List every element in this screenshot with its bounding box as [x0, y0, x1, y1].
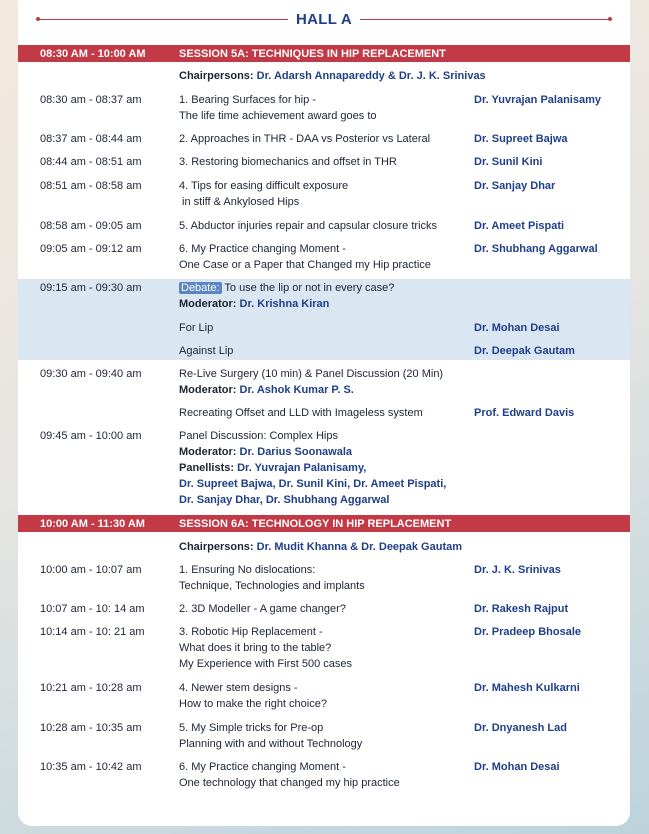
talk-time: 08:37 am - 08:44 am — [40, 133, 142, 145]
talk-title: One Case or a Paper that Changed my Hip practice — [179, 259, 431, 271]
debate-for-label: For Lip — [179, 322, 214, 334]
relive-title: Re-Live Surgery (10 min) & Panel Discussion (20 Min) — [179, 368, 444, 380]
panellists: Dr. Sanjay Dhar, Dr. Shubhang Aggarwal — [179, 494, 390, 506]
schedule-card — [18, 0, 630, 826]
panellists: Dr. Supreet Bajwa, Dr. Sunil Kini, Dr. Ameet Pispati, — [179, 478, 447, 490]
moderator-label: Moderator: — [179, 298, 237, 310]
debate-tag: Debate: — [181, 282, 220, 294]
relive-sub-speaker: Prof. Edward Davis — [474, 407, 575, 419]
relive-sub-topic: Recreating Offset and LLD with Imageless system — [179, 407, 423, 419]
talk-title: What does it bring to the table? — [179, 642, 332, 654]
talk-speaker: Dr. Yuvrajan Palanisamy — [474, 94, 601, 106]
talk-title: in stiff & Ankylosed Hips — [179, 196, 300, 208]
talk-time: 09:05 am - 09:12 am — [40, 243, 142, 255]
session-time: 08:30 AM - 10:00 AM — [40, 47, 146, 60]
moderator: Dr. Ashok Kumar P. S. — [239, 384, 354, 396]
talk-title: How to make the right choice? — [179, 698, 327, 710]
relive-time: 09:30 am - 09:40 am — [40, 368, 142, 380]
debate-time: 09:15 am - 09:30 am — [40, 282, 142, 294]
talk-title: 3. Robotic Hip Replacement - — [179, 626, 323, 638]
moderator-label: Moderator: — [179, 384, 237, 396]
talk-title: 5. Abductor injuries repair and capsular closure tricks — [179, 220, 438, 232]
talk-title: My Experience with First 500 cases — [179, 658, 353, 670]
talk-speaker: Dr. Mohan Desai — [474, 761, 560, 773]
talk-speaker: Dr. Dnyanesh Lad — [474, 722, 567, 734]
hall-divider-right — [360, 19, 612, 20]
debate-against-speaker: Dr. Deepak Gautam — [474, 345, 575, 357]
talk-time: 10:21 am - 10:28 am — [40, 682, 142, 694]
talk-speaker: Dr. J. K. Srinivas — [474, 564, 561, 576]
talk-speaker: Dr. Pradeep Bhosale — [474, 626, 581, 638]
debate-for-speaker: Dr. Mohan Desai — [474, 322, 560, 334]
talk-speaker: Dr. Sunil Kini — [474, 156, 543, 168]
talk-title: 6. My Practice changing Moment - — [179, 761, 346, 773]
talk-title: 3. Restoring biomechanics and offset in THR — [179, 156, 397, 168]
talk-title: 2. 3D Modeller - A game changer? — [179, 603, 346, 615]
talk-title: The life time achievement award goes to — [179, 110, 377, 122]
talk-time: 08:30 am - 08:37 am — [40, 94, 142, 106]
talk-title: 1. Ensuring No dislocations: — [179, 564, 316, 576]
talk-time: 08:44 am - 08:51 am — [40, 156, 142, 168]
talk-time: 08:58 am - 09:05 am — [40, 220, 142, 232]
talk-title: Planning with and without Technology — [179, 738, 363, 750]
talk-time: 10:35 am - 10:42 am — [40, 761, 142, 773]
talk-speaker: Dr. Supreet Bajwa — [474, 133, 568, 145]
panellists-label: Panellists: — [179, 462, 235, 474]
panel-title: Panel Discussion: Complex Hips — [179, 430, 338, 442]
session-6a-bar — [18, 515, 630, 532]
talk-speaker: Dr. Sanjay Dhar — [474, 180, 556, 192]
talk-time: 10:07 am - 10: 14 am — [40, 603, 145, 615]
session-title: SESSION 5A: TECHNIQUES IN HIP REPLACEMENT — [179, 47, 446, 60]
session-5a-bar — [18, 45, 630, 62]
talk-title: 4. Tips for easing difficult exposure — [179, 180, 349, 192]
session-time: 10:00 AM - 11:30 AM — [40, 517, 145, 530]
talk-time: 10:14 am - 10: 21 am — [40, 626, 145, 638]
talk-speaker: Dr. Mahesh Kulkarni — [474, 682, 580, 694]
talk-title: Technique, Technologies and implants — [179, 580, 365, 592]
panel-time: 09:45 am - 10:00 am — [40, 430, 142, 442]
hall-divider-left — [36, 19, 288, 20]
talk-title: 4. Newer stem designs - — [179, 682, 298, 694]
talk-title: 5. My Simple tricks for Pre-op — [179, 722, 324, 734]
talk-time: 10:00 am - 10:07 am — [40, 564, 142, 576]
talk-speaker: Dr. Ameet Pispati — [474, 220, 565, 232]
session-title: SESSION 6A: TECHNOLOGY IN HIP REPLACEMENT — [179, 517, 452, 530]
talk-title: 6. My Practice changing Moment - — [179, 243, 346, 255]
moderator-label: Moderator: — [179, 446, 237, 458]
moderator: Dr. Darius Soonawala — [239, 446, 352, 458]
talk-time: 10:28 am - 10:35 am — [40, 722, 142, 734]
talk-speaker: Dr. Shubhang Aggarwal — [474, 243, 598, 255]
debate-against-label: Against Lip — [179, 345, 234, 357]
moderator: Dr. Krishna Kiran — [239, 298, 330, 310]
talk-time: 08:51 am - 08:58 am — [40, 180, 142, 192]
hall-header — [18, 8, 630, 30]
hall-title: HALL A — [296, 10, 352, 28]
debate-question: To use the lip or not in every case? — [221, 282, 395, 294]
panellists: Dr. Yuvrajan Palanisamy, — [237, 462, 367, 474]
talk-speaker: Dr. Rakesh Rajput — [474, 603, 569, 615]
talk-title: 1. Bearing Surfaces for hip - — [179, 94, 316, 106]
talk-title: One technology that changed my hip practice — [179, 777, 400, 789]
chairpersons: Dr. Mudit Khanna & Dr. Deepak Gautam — [256, 541, 463, 553]
chairpersons: Dr. Adarsh Annapareddy & Dr. J. K. Srinivas — [256, 70, 486, 82]
talk-title: 2. Approaches in THR - DAA vs Posterior vs Lateral — [179, 133, 431, 145]
chair-label: Chairpersons: — [179, 541, 254, 553]
chair-label: Chairpersons: — [179, 70, 254, 82]
